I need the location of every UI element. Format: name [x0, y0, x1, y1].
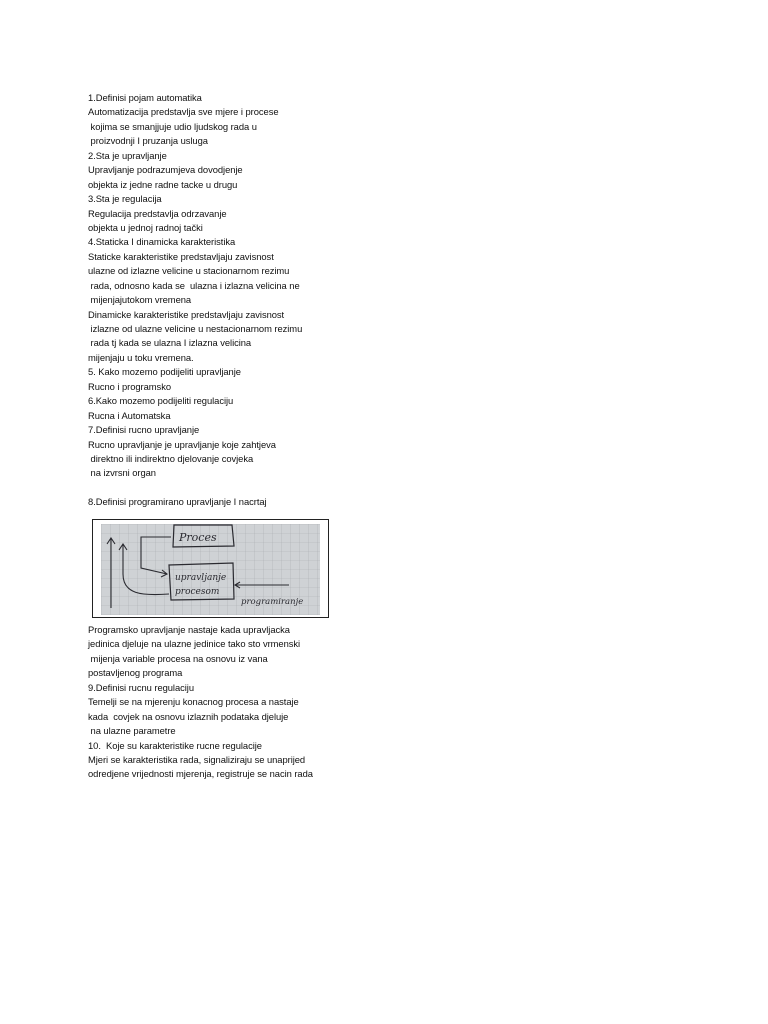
- text-line: mijenjajutokom vremena: [88, 294, 192, 306]
- text-line: 4.Staticka I dinamicka karakteristika: [88, 236, 236, 248]
- text-line: 8.Definisi programirano upravljanje I nacrtaj: [88, 495, 267, 507]
- text-line: na izvrsni organ: [88, 467, 156, 479]
- text-line: Dinamicke karakteristike predstavljaju zavisnost: [88, 308, 285, 320]
- text-line: Temelji se na mjerenju konacnog procesa a nastaje: [88, 696, 299, 708]
- text-line: 1.Definisi pojam automatika: [88, 92, 202, 103]
- text-line: ulazne od izlazne velicine u stacionarnom rezimu: [88, 265, 290, 277]
- text-line: 6.Kako mozemo podijeliti regulaciju: [88, 395, 234, 407]
- text-line: 3.Sta je regulacija: [88, 193, 162, 205]
- text-line: Rucno i programsko: [88, 380, 171, 392]
- text-line: mijenja variable procesa na osnovu iz vana: [88, 652, 268, 664]
- proces-label: Proces: [179, 531, 217, 544]
- text-line: 7.Definisi rucno upravljanje: [88, 424, 200, 436]
- text-line: Automatizacija predstavlja sve mjere i procese: [88, 106, 279, 118]
- text-line: izlazne od ulazne velicine u nestacionarnom rezimu: [88, 323, 303, 334]
- text-line: Mjeri se karakteristika rada, signaliziraju se unaprijed: [88, 753, 306, 765]
- text-line: 10. Koje su karakteristike rucne regulacije: [88, 739, 262, 751]
- input-label: programiranje: [241, 597, 304, 607]
- text-line: rada, odnosno kada se ulazna i izlazna velicina ne: [88, 279, 300, 291]
- text-line: Rucno upravljanje je upravljanje koje zahtjeva: [88, 438, 276, 450]
- text-line: Staticke karakteristike predstavljaju zavisnost: [88, 250, 274, 262]
- text-block-top: [88, 91, 388, 509]
- text-line: mijenjaju u toku vremena.: [88, 351, 194, 363]
- text-line: na ulazne parametre: [88, 725, 176, 737]
- text-line: 2.Sta je upravljanje: [88, 149, 167, 161]
- text-line: Upravljanje podrazumjeva dovodjenje: [88, 164, 243, 176]
- text-line: 9.Definisi rucnu regulaciju: [88, 681, 194, 693]
- text-line: kada covjek na osnovu izlaznih podataka djeluje: [88, 710, 289, 722]
- text-line: odredjene vrijednosti mjerenja, registruje se nacin rada: [88, 768, 313, 780]
- text-line: 5. Kako mozemo podijeliti upravljanje: [88, 366, 241, 378]
- text-line: postavljenog programa: [88, 667, 183, 679]
- text-line: objekta u jednoj radnoj tački: [88, 221, 203, 233]
- text-line: rada tj kada se ulazna I izlazna velicina: [88, 337, 252, 349]
- text-line: direktno ili indirektno djelovanje covjeka: [88, 452, 254, 464]
- text-line: proizvodnji I pruzanja usluga: [88, 135, 208, 147]
- text-line: objekta iz jedne radne tacke u drugu: [88, 178, 238, 190]
- controller-label-line-2: procesom: [175, 587, 220, 597]
- text-line: jedinica djeluje na ulazne jedinice tako sto vrmenski: [88, 638, 301, 650]
- text-line: Programsko upravljanje nastaje kada upravljacka: [88, 624, 290, 635]
- blank-line: [88, 481, 388, 495]
- controller-label-line-1: upravljanje: [175, 573, 227, 583]
- text-line: kojima se smanjjuje udio ljudskog rada u: [88, 120, 257, 132]
- text-block-bottom: [88, 623, 388, 782]
- text-line: Rucna i Automatska: [88, 409, 171, 421]
- text-line: Regulacija predstavlja odrzavanje: [88, 207, 227, 219]
- diagram-photo: [101, 524, 320, 615]
- diagram-figure: [92, 519, 329, 618]
